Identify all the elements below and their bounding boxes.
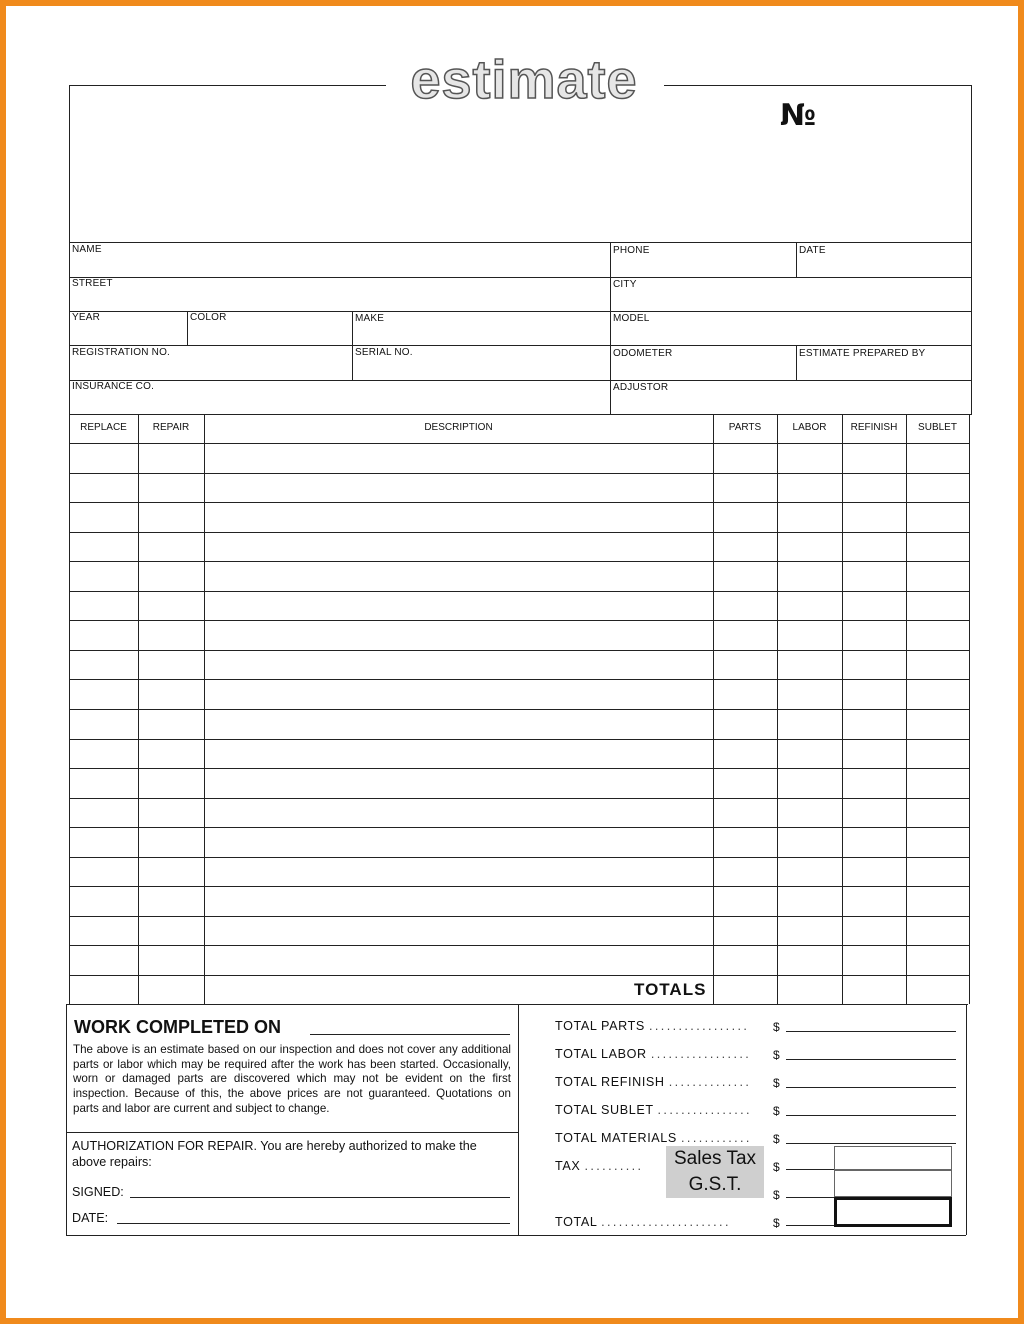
total-refinish-label: TOTAL REFINISH bbox=[555, 1075, 665, 1089]
auth-date-label: DATE: bbox=[72, 1211, 109, 1225]
total-refinish-row: TOTAL REFINISH .............. bbox=[555, 1075, 752, 1089]
total-refinish-line[interactable] bbox=[786, 1087, 956, 1088]
signature-line[interactable] bbox=[130, 1197, 510, 1198]
gst-input[interactable] bbox=[834, 1170, 952, 1197]
totals-label: TOTALS bbox=[634, 980, 707, 999]
work-completed-date-line[interactable] bbox=[310, 1034, 510, 1035]
grand-total-label: TOTAL bbox=[555, 1215, 597, 1229]
column-header-parts: PARTS bbox=[728, 422, 762, 433]
total-parts-line[interactable] bbox=[786, 1031, 956, 1032]
table-row-divider bbox=[69, 768, 969, 769]
serial-field[interactable]: SERIAL NO. bbox=[355, 347, 413, 358]
table-row-divider bbox=[69, 798, 969, 799]
table-row-divider bbox=[69, 679, 969, 680]
header-box bbox=[69, 85, 972, 243]
column-header-sublet: SUBLET bbox=[918, 422, 957, 433]
table-row-divider bbox=[69, 561, 969, 562]
total-materials-line[interactable] bbox=[786, 1143, 956, 1144]
table-row-divider bbox=[69, 502, 969, 503]
year-field[interactable]: YEAR bbox=[72, 312, 101, 323]
date-field[interactable]: DATE bbox=[799, 245, 826, 256]
total-sublet-currency: $ bbox=[773, 1104, 780, 1118]
total-parts-row: TOTAL PARTS ................. bbox=[555, 1019, 750, 1033]
total-refinish-currency: $ bbox=[773, 1076, 780, 1090]
grand-total-row: TOTAL ...................... bbox=[555, 1215, 731, 1229]
make-field[interactable]: MAKE bbox=[355, 313, 385, 324]
adjustor-field[interactable]: ADJUSTOR bbox=[613, 382, 669, 393]
table-row-divider bbox=[69, 916, 969, 917]
total-materials-row: TOTAL MATERIALS ............ bbox=[555, 1131, 752, 1145]
table-row-divider bbox=[69, 945, 969, 946]
authorization-text: AUTHORIZATION FOR REPAIR. You are hereby authorized to make the above repairs: bbox=[72, 1139, 477, 1169]
total-materials-label: TOTAL MATERIALS bbox=[555, 1131, 677, 1145]
number-label: № bbox=[780, 98, 817, 133]
tax-label: TAX bbox=[555, 1159, 581, 1173]
table-row-divider bbox=[69, 857, 969, 858]
table-row-divider bbox=[69, 886, 969, 887]
column-header-description: DESCRIPTION bbox=[424, 422, 493, 433]
disclaimer-text: The above is an estimate based on our inspection and does not cover any additional parts or labor which may be required after the work has been started. Occasionally, worn or damaged parts are discovered which may not be evident on the first inspection. Because of this, the above prices are not guaranteed. Quotations on parts and labor are current and subject to change. bbox=[73, 1043, 511, 1115]
registration-field[interactable]: REGISTRATION NO. bbox=[72, 347, 171, 358]
total-labor-label: TOTAL LABOR bbox=[555, 1047, 647, 1061]
column-header-refinish: REFINISH bbox=[850, 422, 898, 433]
form-title: estimate bbox=[386, 50, 662, 110]
signed-label: SIGNED: bbox=[72, 1185, 124, 1199]
sales-tax-input[interactable] bbox=[834, 1146, 952, 1170]
table-row-divider bbox=[69, 591, 969, 592]
street-field[interactable]: STREET bbox=[72, 278, 113, 289]
total-labor-row: TOTAL LABOR ................. bbox=[555, 1047, 752, 1061]
phone-field[interactable]: PHONE bbox=[613, 245, 650, 256]
sales-tax-label: Sales Tax bbox=[673, 1148, 757, 1169]
table-row-divider bbox=[69, 709, 969, 710]
table-row-divider bbox=[69, 975, 969, 976]
table-row-divider bbox=[69, 827, 969, 828]
color-field[interactable]: COLOR bbox=[190, 312, 227, 323]
table-row-divider bbox=[69, 650, 969, 651]
column-header-replace: REPLACE bbox=[80, 422, 127, 433]
total-sublet-line[interactable] bbox=[786, 1115, 956, 1116]
total-sublet-row: TOTAL SUBLET ................ bbox=[555, 1103, 752, 1117]
total-labor-line[interactable] bbox=[786, 1059, 956, 1060]
tax-type-box bbox=[666, 1146, 764, 1198]
grand-total-line bbox=[786, 1225, 834, 1226]
column-header-repair: REPAIR bbox=[152, 422, 190, 433]
total-sublet-label: TOTAL SUBLET bbox=[555, 1103, 654, 1117]
work-completed-title: WORK COMPLETED ON bbox=[74, 1017, 281, 1037]
total-materials-currency: $ bbox=[773, 1132, 780, 1146]
gst-currency: $ bbox=[773, 1188, 780, 1202]
sales-tax-line bbox=[786, 1169, 834, 1170]
total-labor-currency: $ bbox=[773, 1048, 780, 1062]
total-parts-label: TOTAL PARTS bbox=[555, 1019, 645, 1033]
table-row-divider bbox=[69, 532, 969, 533]
insurance-field[interactable]: INSURANCE CO. bbox=[72, 381, 155, 392]
gst-label: G.S.T. bbox=[688, 1174, 742, 1195]
grand-total-currency: $ bbox=[773, 1216, 780, 1230]
total-parts-currency: $ bbox=[773, 1020, 780, 1034]
tax-row: TAX .......... bbox=[555, 1159, 644, 1173]
odometer-field[interactable]: ODOMETER bbox=[613, 348, 673, 359]
name-field[interactable]: NAME bbox=[72, 244, 102, 255]
city-field[interactable]: CITY bbox=[613, 279, 637, 290]
table-row-divider bbox=[69, 739, 969, 740]
gst-line bbox=[786, 1197, 834, 1198]
prepared-by-field[interactable]: ESTIMATE PREPARED BY bbox=[799, 348, 926, 359]
sales-tax-currency: $ bbox=[773, 1160, 780, 1174]
model-field[interactable]: MODEL bbox=[613, 313, 650, 324]
grand-total-input[interactable] bbox=[834, 1197, 952, 1227]
table-row-divider bbox=[69, 473, 969, 474]
table-row-divider bbox=[69, 620, 969, 621]
auth-date-line[interactable] bbox=[117, 1223, 510, 1224]
column-header-labor: LABOR bbox=[792, 422, 827, 433]
